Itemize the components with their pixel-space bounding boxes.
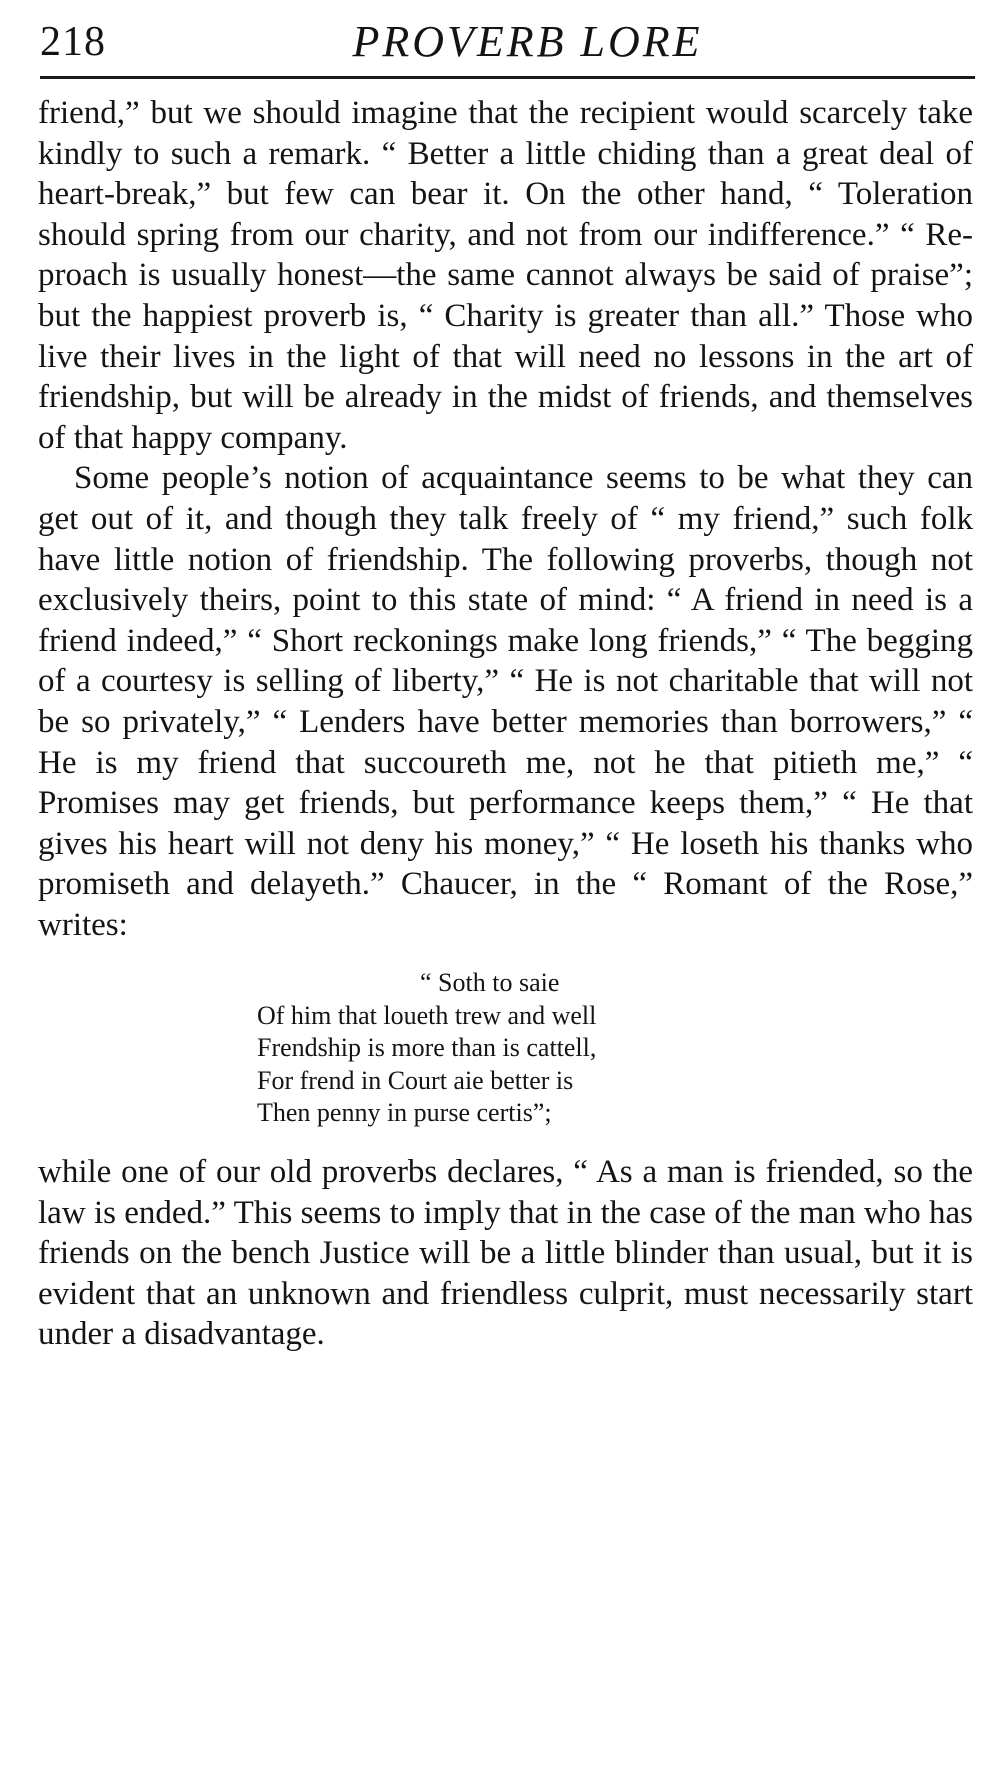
verse-line: Frendship is more than is cattell, bbox=[257, 1033, 597, 1063]
paragraph-continued: friend,” but we should imagine that the recipient would scarcely take kindly to such a remark. “ Better a little chiding than a great deal of heart-break,” but few can bear it. On the other hand, “ Toleration should spring from our charity, and not from our indifference.” “ Reproach is usually honest—the same cannot always be said of praise”; but the happiest proverb is, “ Charity is greater than all.” Those who live their lives in the light of that will need no lessons in the art of friendship, but will be already in the midst of friends, and themselves of that happy company. bbox=[38, 95, 973, 456]
paragraph: Some people’s notion of acquaintance seems to be what they can get out of it, and though they talk freely of “ my friend,” such folk have little notion of friendship. The following proverbs, though not exclusively theirs, point to this state of mind: “ A friend in need is a friend indeed,” “ Short reckonings make long friends,” “ The begging of a courtesy is selling of liberty,” “ He is not charitable that will not be so privately,” “ Lenders have better memories than borrowers,” “ He is my friend that succoureth me, not he that pitieth me,” “ Promises may get friends, but performance keeps them,” “ He that gives his heart will not deny his money,” “ He loseth his thanks who promiseth and delayeth.” Chaucer, in the “ Romant of the Rose,” writes: bbox=[38, 460, 973, 943]
verse-line: For frend in Court aie better is bbox=[257, 1065, 574, 1095]
verse-quotation bbox=[38, 967, 973, 1130]
page-number: 218 bbox=[40, 19, 106, 65]
body-text bbox=[38, 93, 973, 1355]
verse-line: Of him that loueth trew and well bbox=[257, 1000, 597, 1030]
page-header bbox=[40, 14, 975, 76]
closing-paragraph: while one of our old proverbs declares, “ As a man is friended, so the law is ended.” This seems to imply that in the case of the man who has friends on the bench Justice will be a little blinder than usual, but it is evident that an unknown and friendless culprit, must necessarily start under a disadvantage. bbox=[38, 1153, 973, 1353]
header-rule bbox=[40, 76, 975, 79]
verse-line: Then penny in purse certis”; bbox=[257, 1098, 552, 1128]
running-title: PROVERB LORE bbox=[352, 17, 703, 66]
verse-line: “ Soth to saie bbox=[420, 968, 560, 998]
